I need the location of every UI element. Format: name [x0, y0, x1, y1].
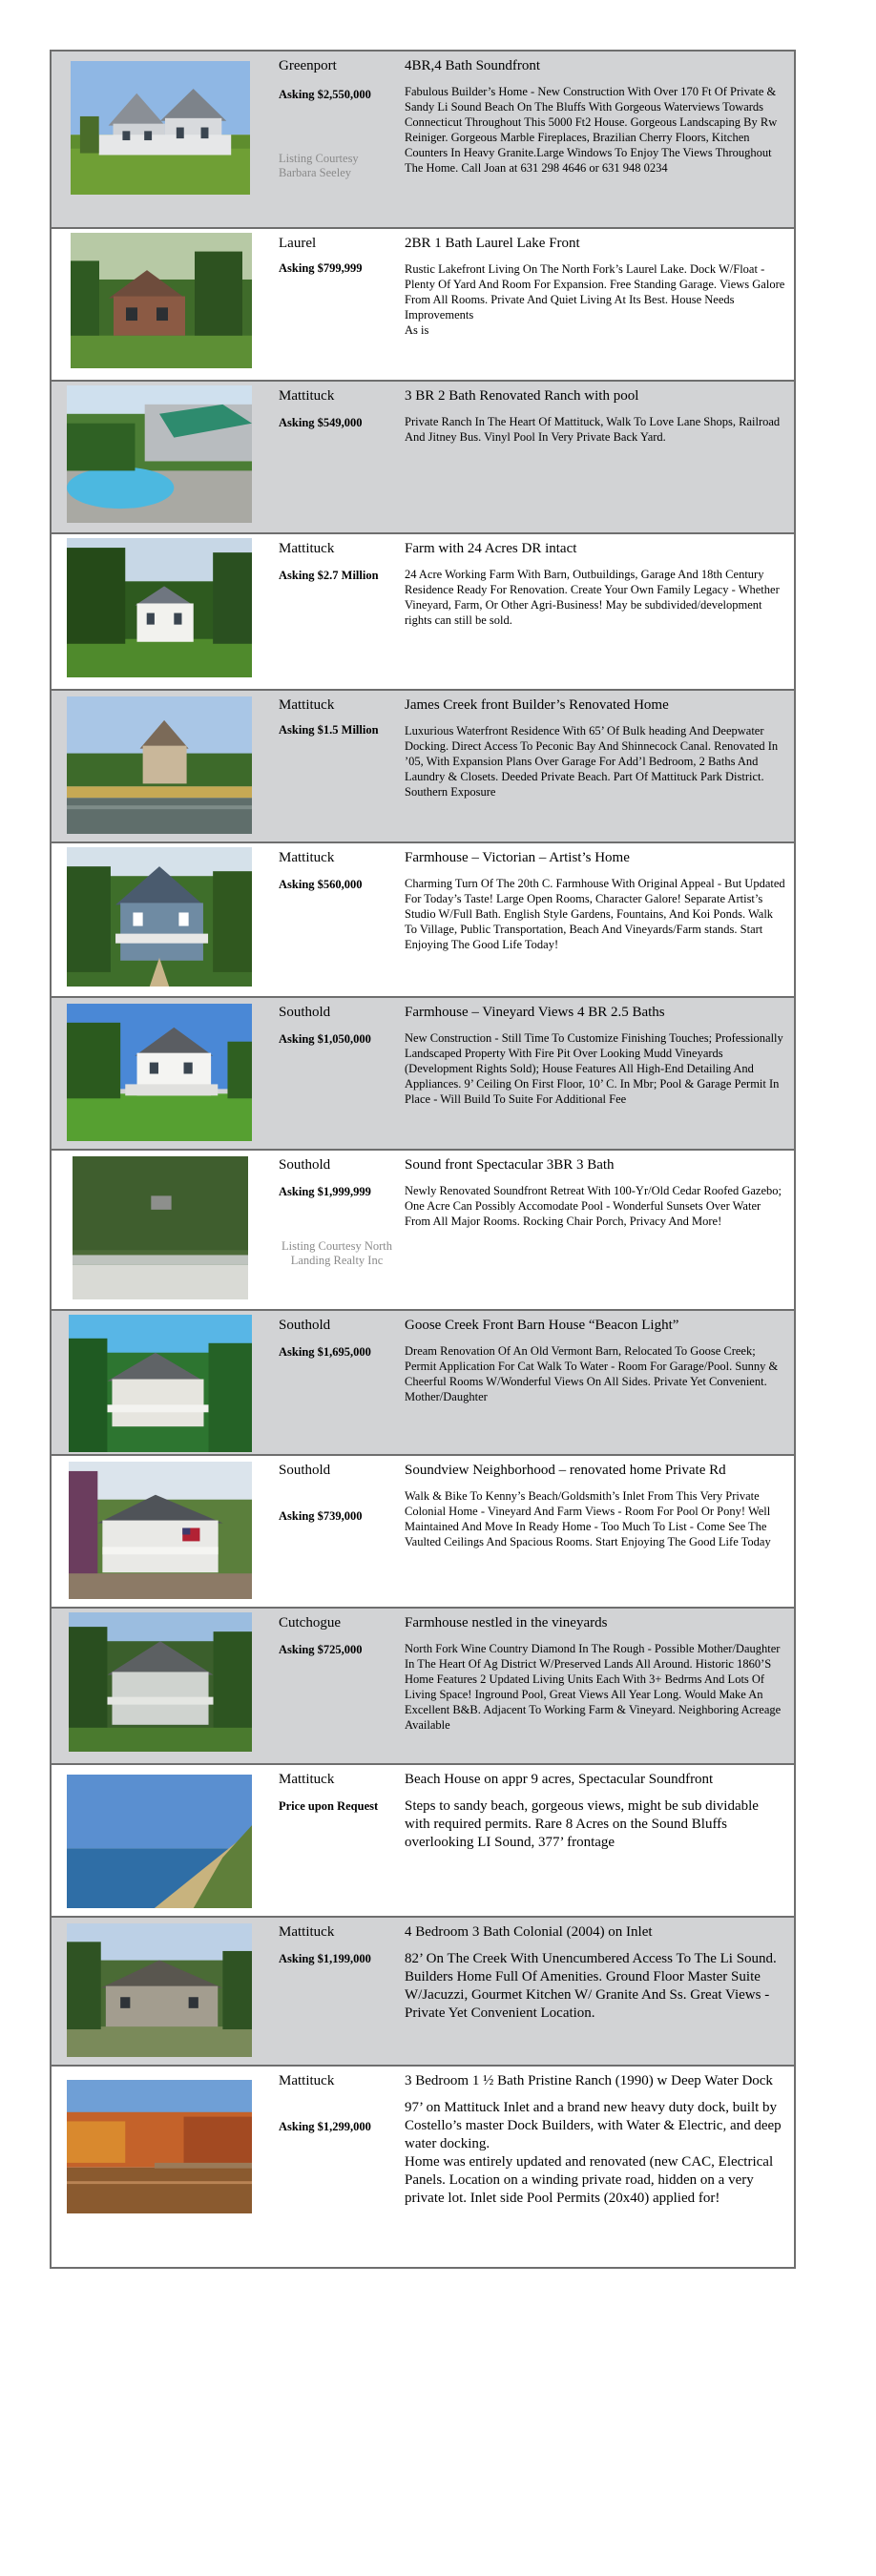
listing-row-greenport-soundfront — [50, 52, 796, 229]
listing-town: Greenport — [279, 58, 337, 73]
listing-courtesy: Listing Courtesy Barbara Seeley — [279, 152, 359, 179]
listing-town: Mattituck — [279, 1772, 335, 1787]
listing-price: Asking $1,050,000 — [279, 1032, 371, 1046]
colonial-flag-icon — [69, 1462, 252, 1599]
pool-ranch-icon — [67, 385, 252, 523]
listing-description-paragraph: Fabulous Builder’s Home - New Construction With Over 170 Ft Of Private & Sandy Li Sound Beach On The Bluffs With Gorgeous Waterviews Towards Connecticut Throughout This 5000 Ft2 House. Gorgeous Landscaping By Rw Reiniger. Gorgeous Marble Fireplaces, Brazilian Cherry Floors, Kitchen Counters In Heavy Granite.Large Windows To Enjoy The Views Throughout The Home. Call Joan at 631 298 4646 or 631 948 0234 — [405, 85, 778, 175]
listing-description-paragraph: Steps to sandy beach, gorgeous views, might be sub dividable with required permits. Rare 8 Acres on the Sound Bluffs overlooking LI Sound, 377’ frontage — [405, 1798, 759, 1850]
listing-description-paragraph: 97’ on Mattituck Inlet and a brand new heavy duty dock, built by Costello’s master Dock Builders, with Water & Electric, and deep water docking. — [405, 2100, 782, 2151]
beach-bluff-icon — [67, 1775, 252, 1908]
listing-row-southold-vineyard — [50, 998, 796, 1151]
listing-description — [405, 1030, 786, 1107]
listing-price: Asking $739,000 — [279, 1509, 363, 1523]
listing-title: 4BR,4 Bath Soundfront — [405, 58, 541, 73]
listing-description-paragraph: Home was entirely updated and renovated (new CAC, Electrical Panels. Location on a winding private road, hidden on a very private lot. Inlet side Pool Permits (20x40) applied for! — [405, 2154, 774, 2206]
listing-price: Asking $549,000 — [279, 416, 363, 429]
listing-description — [405, 876, 786, 952]
listing-description — [405, 723, 786, 800]
listings-table — [50, 50, 796, 2206]
listing-town: Mattituck — [279, 850, 335, 865]
listing-price: Asking $1,299,000 — [279, 2120, 371, 2133]
brick-cottage-icon — [71, 233, 252, 368]
listing-title: Goose Creek Front Barn House “Beacon Light” — [405, 1318, 679, 1333]
listing-town: Southold — [279, 1005, 331, 1020]
listing-description-paragraph: Dream Renovation Of An Old Vermont Barn, Relocated To Goose Creek; Permit Application For Cat Walk To Water - Room For Garage/Pool. Sunny & Cheerful Rooms W/Wonderful Views On All Sides. Private Yet Convenient. Mother/Daughter — [405, 1344, 779, 1403]
listing-town: Southold — [279, 1318, 331, 1333]
listing-description-paragraph: Charming Turn Of The 20th C. Farmhouse With Original Appeal - But Updated For Today’s Taste! Large Open Rooms, Character Galore! Separate Artist’s Studio W/Full Bath. English Style Gardens, Fountains, And Koi Ponds. Walk To Village, Public Transportation, Beach And Vineyards/Farm stands. Start Enjoying The Good Life Today! — [405, 877, 785, 951]
listing-title: James Creek front Builder’s Renovated Home — [405, 697, 669, 713]
listing-row-southold-soundfront — [50, 1151, 796, 1311]
listing-description-paragraph: Rustic Lakefront Living On The North Fork’s Laurel Lake. Dock W/Float - Plenty Of Yard And Room For Expansion. Free Standing Garage. Views Galore From All Rooms. Private And Quiet Living At Its Best. House Needs Improvements — [405, 262, 785, 322]
listing-description-paragraph: Private Ranch In The Heart Of Mattituck, Walk To Love Lane Shops, Railroad And Jitney Bus. Vinyl Pool In Very Private Back Yard. — [405, 415, 781, 444]
listing-price: Asking $1.5 Million — [279, 723, 379, 737]
victorian-mansion-icon — [71, 61, 250, 195]
listing-town: Southold — [279, 1157, 331, 1173]
listing-title: Farm with 24 Acres DR intact — [405, 541, 577, 556]
listing-description-paragraph: As is — [405, 323, 429, 337]
listing-town: Southold — [279, 1463, 331, 1478]
listing-description-paragraph: North Fork Wine Country Diamond In The Rough - Possible Mother/Daughter In The Heart Of Ag District W/Preserved Lands All Around. Historic 1860’S Home Features 2 Updated Living Units Each With 3+ Bedrms And Lots Of Living Space! Inground Pool, Great Views All Year Long. Would Make An Excellent B&B. Adjacent To Working Farm & Vineyard. Neighboring Acreage Available — [405, 1642, 782, 1732]
listing-title: Farmhouse nestled in the vineyards — [405, 1615, 608, 1631]
listing-town: Laurel — [279, 236, 317, 251]
vineyard-farmhouse-icon — [69, 1612, 252, 1752]
wooded-bluff-icon — [73, 1156, 248, 1299]
listing-price: Asking $799,999 — [279, 261, 363, 275]
listing-price: Asking $560,000 — [279, 878, 363, 891]
listing-row-ranch-deep-water-dock — [50, 2067, 796, 2269]
listing-description-paragraph: 24 Acre Working Farm With Barn, Outbuildings, Garage And 18th Century Residence Ready For Renovation. Create Your Own Family Legacy - Whether Vineyard, Farm, Or Other Agri-Business! May be subdivided/development rights can still be sold. — [405, 568, 780, 627]
listing-title: 4 Bedroom 3 Bath Colonial (2004) on Inlet — [405, 1924, 653, 1940]
listing-town: Cutchogue — [279, 1615, 341, 1631]
listing-title: Soundview Neighborhood – renovated home Private Rd — [405, 1463, 726, 1478]
listing-town: Mattituck — [279, 697, 335, 713]
listing-price: Asking $1,999,999 — [279, 1185, 371, 1198]
barn-house-icon — [69, 1315, 252, 1452]
listing-price: Asking $1,695,000 — [279, 1345, 371, 1359]
listing-description — [405, 1797, 786, 1852]
listing-courtesy: Listing Courtesy North Landing Realty Inc — [282, 1239, 392, 1267]
autumn-dock-icon — [67, 2080, 252, 2213]
listing-price: Asking $2,550,000 — [279, 88, 371, 101]
stone-colonial-icon — [67, 1923, 252, 2057]
listing-description-paragraph: Luxurious Waterfront Residence With 65’ Of Bulk heading And Deepwater Docking. Direct Access To Peconic Bay And Shinnecock Canal. Renovated In ’05, With Expansion Plans Over Garage For Add’l Bedroom, 2 Baths And Laundry & Closets. Deeded Private Beach. Part Of Mattituck Park District. Southern Exposure — [405, 724, 779, 799]
farmhouse-icon — [67, 538, 252, 677]
listing-row-beach-house — [50, 1765, 796, 1918]
listing-description — [405, 414, 786, 445]
listing-description — [405, 2099, 786, 2208]
listing-description-paragraph: New Construction - Still Time To Customize Finishing Touches; Professionally Landscaped Property With Fire Pit Over Looking Mudd Vineyards (Development Rights Sold); House Features All High-End Detailing And Appliances. 9’ Ceiling On First Floor, 10’ C. In Mbr; Pool & Garage Permit In Place - Will Build To Suite For Additional Fee — [405, 1031, 783, 1106]
listing-row-goose-creek — [50, 1311, 796, 1456]
listing-description-paragraph: Newly Renovated Soundfront Retreat With 100-Yr/Old Cedar Roofed Gazebo; One Acre Can Possibly Accomodate Pool - Wonderful Sunsets Over Water From All Major Rooms. Rocking Chair Porch, Privacy And More! — [405, 1184, 782, 1228]
listing-price: Price upon Request — [279, 1799, 379, 1813]
listing-description — [405, 261, 786, 338]
listing-row-soundview-neighborhood — [50, 1456, 796, 1609]
listing-title: 3 Bedroom 1 ½ Bath Pristine Ranch (1990) w Deep Water Dock — [405, 2073, 773, 2088]
listing-description — [405, 1950, 786, 2023]
listing-row-laurel-lakefront — [50, 229, 796, 382]
listing-title: Beach House on appr 9 acres, Spectacular Soundfront — [405, 1772, 714, 1787]
listing-description — [405, 84, 786, 176]
listing-title: Farmhouse – Vineyard Views 4 BR 2.5 Baths — [405, 1005, 665, 1020]
listing-town: Mattituck — [279, 388, 335, 404]
white-farmhouse-icon — [67, 1004, 252, 1141]
listing-price: Asking $1,199,000 — [279, 1952, 371, 1965]
listing-row-mattituck-ranch-pool — [50, 382, 796, 534]
creekfront-home-icon — [67, 696, 252, 834]
listing-row-mattituck-victorian — [50, 843, 796, 998]
listing-title: 3 BR 2 Bath Renovated Ranch with pool — [405, 388, 639, 404]
listing-town: Mattituck — [279, 1924, 335, 1940]
listing-title: Farmhouse – Victorian – Artist’s Home — [405, 850, 630, 865]
listing-row-james-creek — [50, 691, 796, 843]
listing-town: Mattituck — [279, 2073, 335, 2088]
listing-row-cutchogue-farmhouse — [50, 1609, 796, 1765]
listing-title: 2BR 1 Bath Laurel Lake Front — [405, 236, 580, 251]
listing-description-paragraph: Walk & Bike To Kenny’s Beach/Goldsmith’s Inlet From This Very Private Colonial Home - Vineyard And Farm Views - Room For Pool Or Pony! Well Maintained And Move In Ready Home - Too Much To List - Come See The Vaulted Ceilings And Spacious Rooms. Start Enjoying The Good Life Today — [405, 1489, 771, 1548]
listing-description — [405, 1641, 786, 1733]
listing-description-paragraph: 82’ On The Creek With Unencumbered Access To The Li Sound. Builders Home Full Of Amenities. Ground Floor Master Suite W/Jacuzzi, Gourmet Kitchen W/ Granite And Ss. Great Views - Private Yet Convenient Location. — [405, 1951, 777, 2021]
listing-row-mattituck-farm — [50, 534, 796, 691]
listing-title: Sound front Spectacular 3BR 3 Bath — [405, 1157, 615, 1173]
listing-description — [405, 567, 786, 628]
listing-description — [405, 1343, 786, 1404]
blue-victorian-icon — [67, 847, 252, 987]
listing-description — [405, 1488, 786, 1549]
listing-town: Mattituck — [279, 541, 335, 556]
listing-description — [405, 1183, 786, 1229]
listing-price: Asking $725,000 — [279, 1643, 363, 1656]
listing-row-colonial-inlet — [50, 1918, 796, 2067]
listing-price: Asking $2.7 Million — [279, 569, 379, 582]
